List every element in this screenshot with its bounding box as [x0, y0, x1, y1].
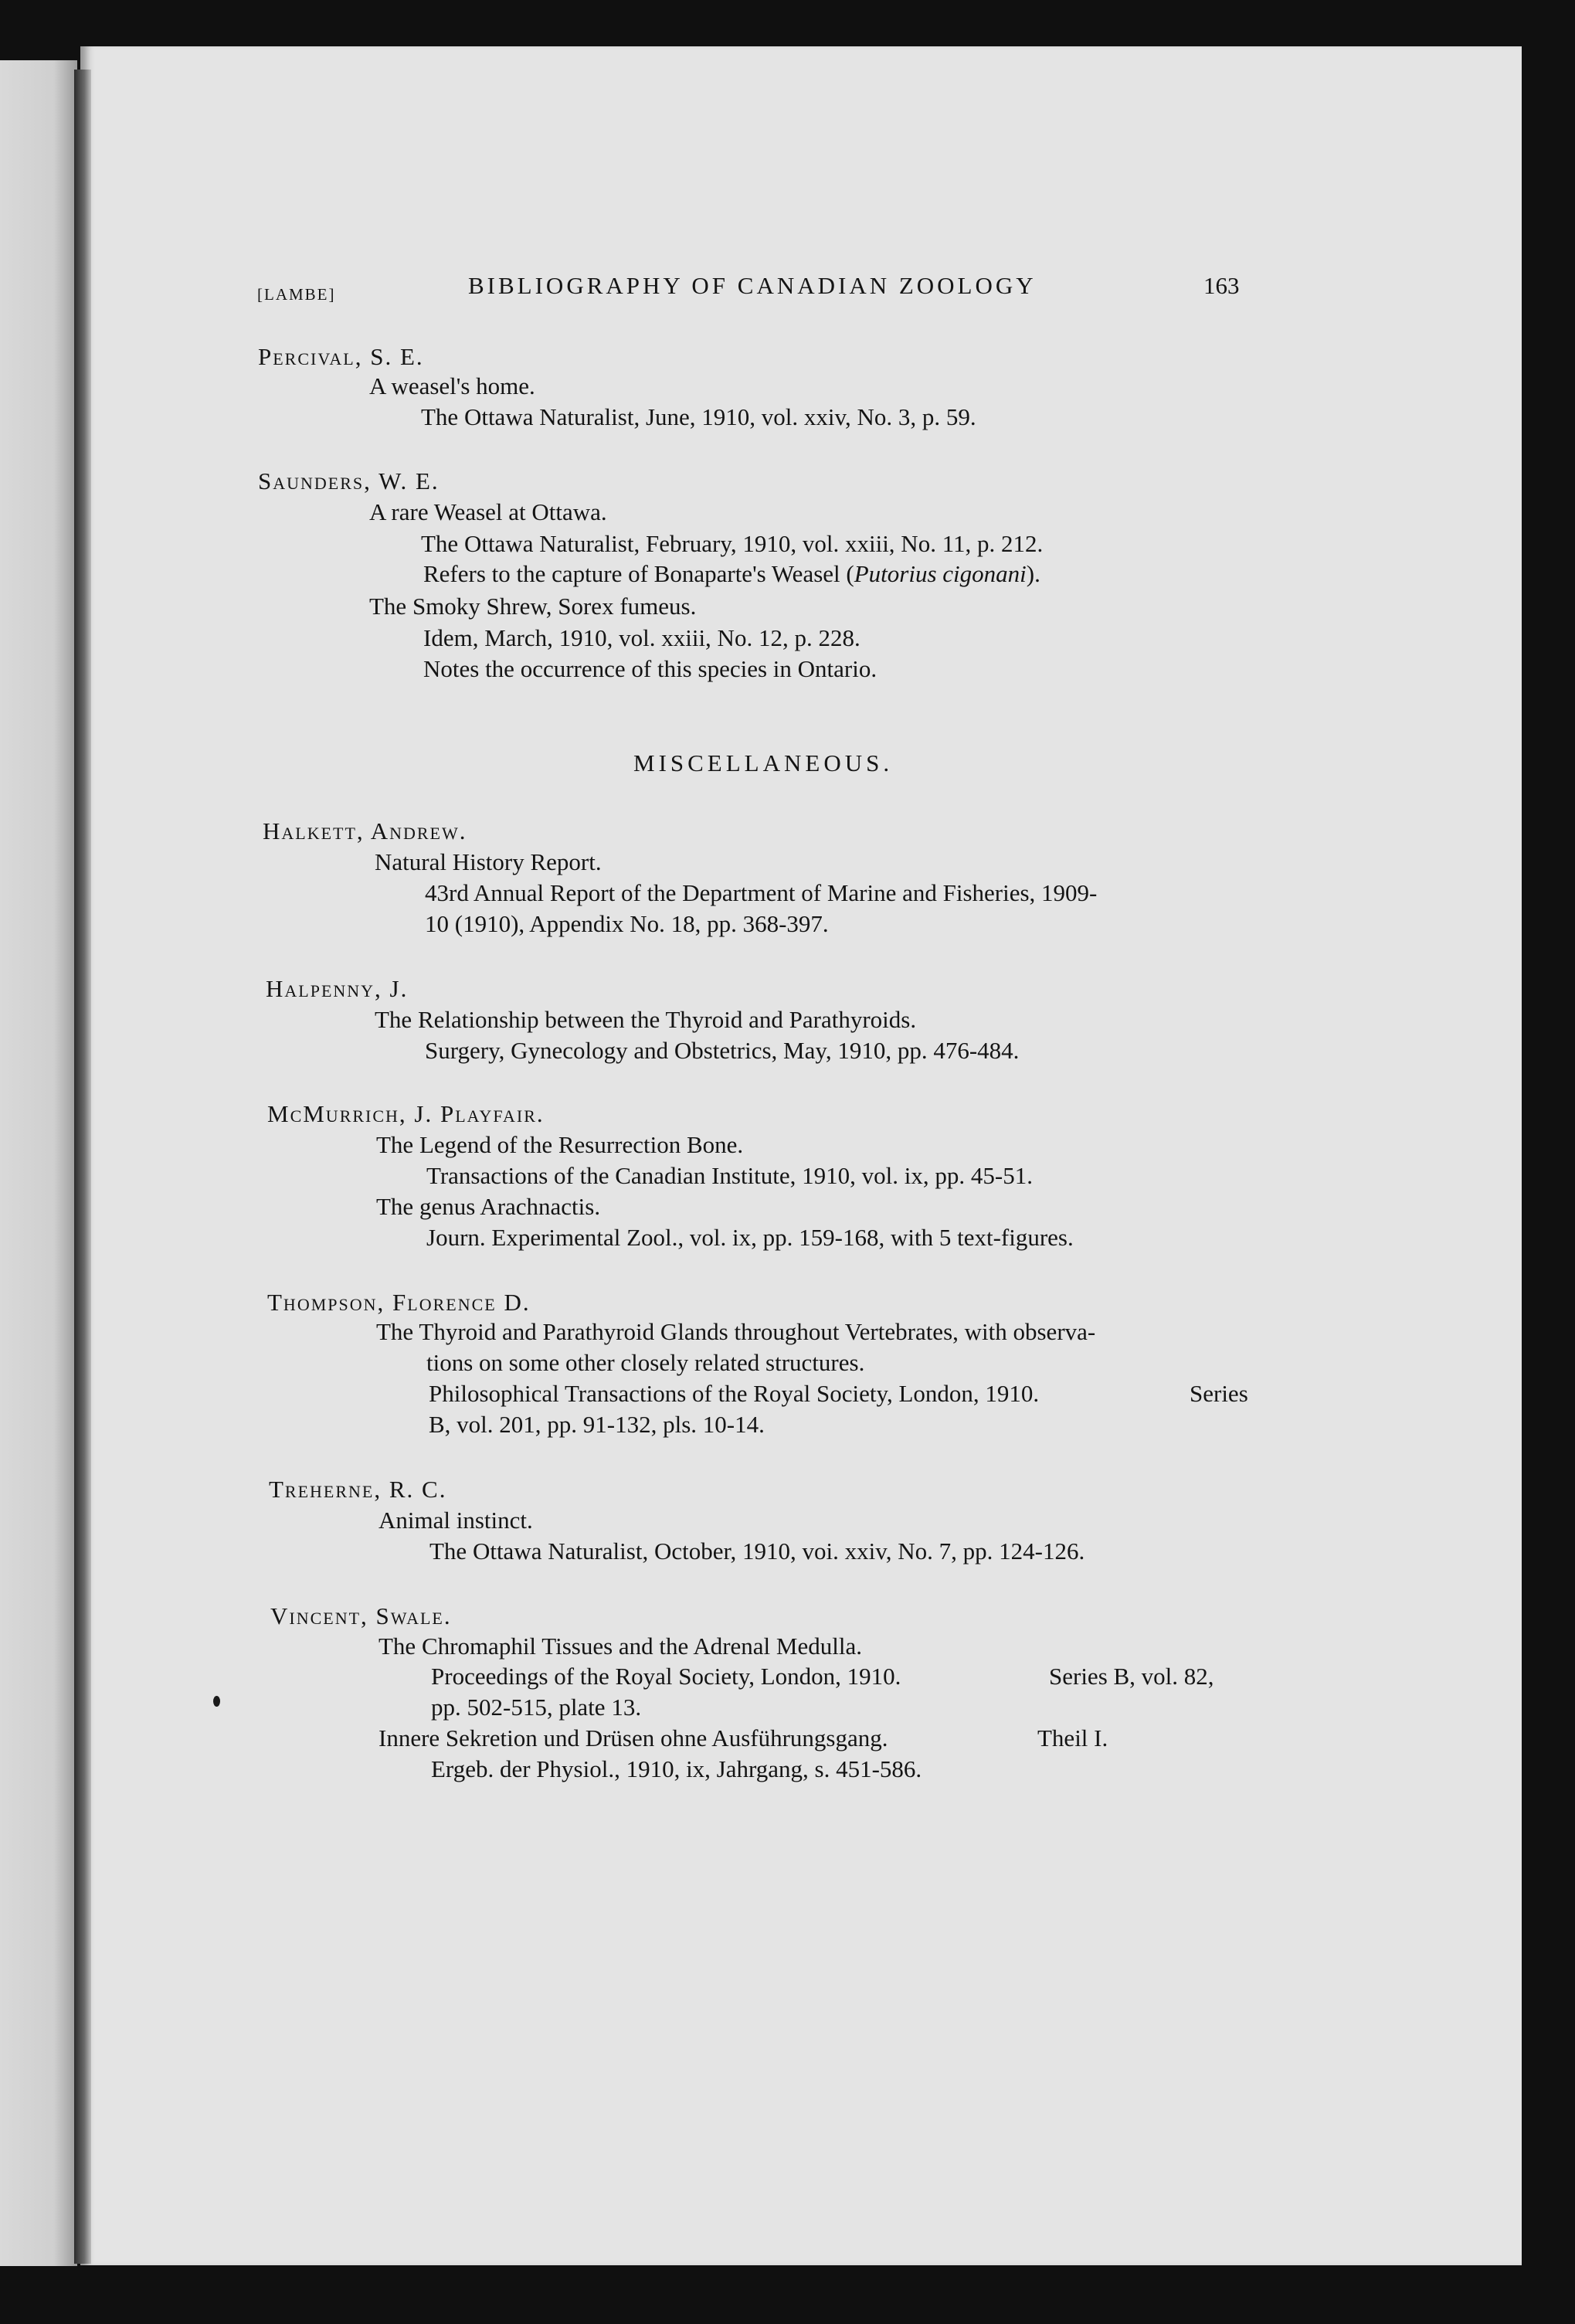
page-gutter-shadow — [74, 70, 91, 2264]
entry-title: The genus Arachnactis. — [376, 1193, 601, 1220]
entry-title-part: Theil I. — [1037, 1724, 1108, 1751]
entry-author: Thompson, Florence D. — [267, 1289, 531, 1316]
entry-citation: The Ottawa Naturalist, June, 1910, vol. xxiv, No. 3, p. 59. — [421, 403, 976, 430]
entry-title: The Relationship between the Thyroid and Parathyroids. — [375, 1006, 917, 1033]
entry-note-text: Refers to the capture of Bonaparte's Weasel ( — [423, 560, 854, 587]
entry-title: Animal instinct. — [378, 1507, 533, 1534]
entry-title: Innere Sekretion und Drüsen ohne Ausführungsgang. — [378, 1724, 888, 1751]
entry-title: The Thyroid and Parathyroid Glands throughout Vertebrates, with observa- — [376, 1318, 1096, 1345]
running-head-title: BIBLIOGRAPHY OF CANADIAN ZOOLOGY — [468, 272, 1037, 299]
entry-citation-series: Series — [1190, 1380, 1248, 1407]
entry-author: Treherne, R. C. — [269, 1476, 447, 1503]
entry-author: Saunders, W. E. — [258, 467, 440, 494]
entry-citation: Surgery, Gynecology and Obstetrics, May, 1910, pp. 476-484. — [425, 1037, 1020, 1064]
entry-citation: Ergeb. der Physiol., 1910, ix, Jahrgang, s. 451-586. — [431, 1755, 922, 1782]
page-number: 163 — [1203, 272, 1240, 299]
entry-citation: Philosophical Transactions of the Royal Society, London, 1910. — [429, 1380, 1040, 1407]
entry-title: The Chromaphil Tissues and the Adrenal Medulla. — [378, 1633, 862, 1660]
entry-citation-cont: pp. 502-515, plate 13. — [431, 1694, 642, 1721]
entry-citation: The Ottawa Naturalist, October, 1910, voi. xxiv, No. 7, pp. 124-126. — [429, 1537, 1085, 1565]
entry-title: The Smoky Shrew, Sorex fumeus. — [369, 593, 697, 620]
entry-citation: 43rd Annual Report of the Department of Marine and Fisheries, 1909- — [425, 879, 1098, 906]
entry-title-cont: tions on some other closely related structures. — [426, 1349, 865, 1376]
entry-note — [423, 560, 1040, 588]
entry-citation-cont: B, vol. 201, pp. 91-132, pls. 10-14. — [429, 1411, 765, 1438]
entry-citation: Proceedings of the Royal Society, London, 1910. — [431, 1663, 901, 1690]
entry-author: McMurrich, J. Playfair. — [267, 1100, 545, 1127]
entry-title: Natural History Report. — [375, 848, 602, 875]
entry-title: The Legend of the Resurrection Bone. — [376, 1131, 744, 1158]
entry-author: Halpenny, J. — [266, 975, 409, 1002]
entry-title: A weasel's home. — [369, 372, 535, 399]
book-page — [80, 46, 1522, 2265]
entry-author: Vincent, Swale. — [270, 1602, 452, 1629]
facing-page-edge — [0, 60, 77, 2266]
entry-title: A rare Weasel at Ottawa. — [369, 498, 607, 525]
entry-citation: Journ. Experimental Zool., vol. ix, pp. 159-168, with 5 text-figures. — [426, 1224, 1074, 1251]
entry-note: Notes the occurrence of this species in Ontario. — [423, 655, 877, 682]
entry-citation: Idem, March, 1910, vol. xxiii, No. 12, p. 228. — [423, 624, 860, 651]
entry-author: Halkett, Andrew. — [263, 817, 467, 844]
running-head-left: [LAMBE] — [257, 285, 336, 304]
entry-citation-cont: 10 (1910), Appendix No. 18, pp. 368-397. — [425, 910, 829, 937]
ink-speck — [213, 1696, 220, 1707]
entry-author: Percival, S. E. — [258, 343, 424, 370]
species-name: Putorius cigonani — [854, 560, 1027, 587]
entry-note-end: ). — [1026, 560, 1040, 587]
section-heading: MISCELLANEOUS. — [633, 749, 894, 776]
entry-citation: Transactions of the Canadian Institute, 1910, vol. ix, pp. 45-51. — [426, 1162, 1033, 1189]
entry-citation: The Ottawa Naturalist, February, 1910, vol. xxiii, No. 11, p. 212. — [421, 530, 1044, 557]
entry-citation-series: Series B, vol. 82, — [1049, 1663, 1214, 1690]
